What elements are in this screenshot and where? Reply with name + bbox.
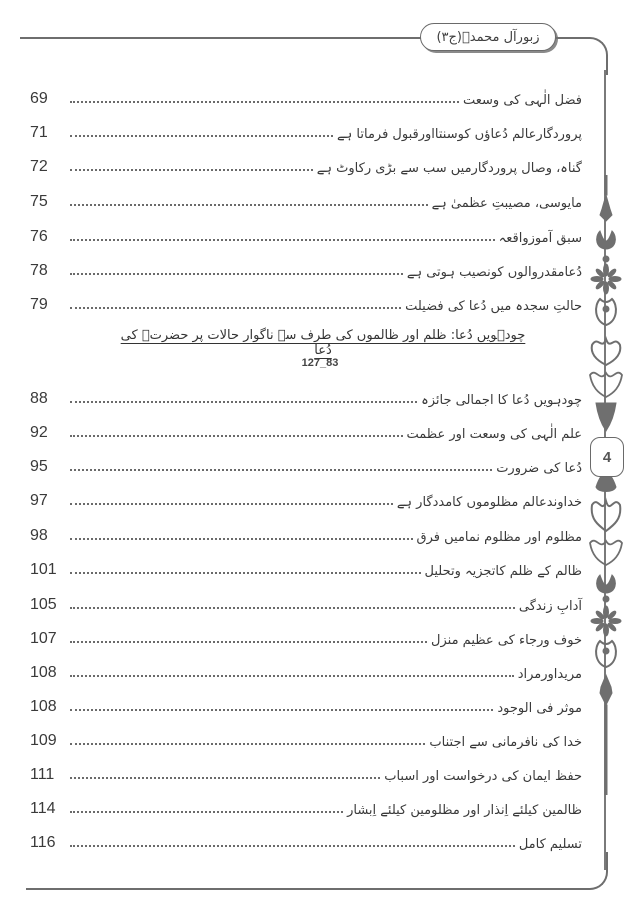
toc-title: حالتِ سجدہ میں دُعا کی فضیلت xyxy=(405,299,582,314)
toc-page-number: 109 xyxy=(30,732,57,749)
dot-leader xyxy=(70,641,427,643)
toc-entry[interactable] xyxy=(30,292,582,314)
toc-page-number: 75 xyxy=(30,193,48,210)
dot-leader xyxy=(70,709,493,711)
toc-entry[interactable] xyxy=(30,120,582,142)
toc-entry[interactable] xyxy=(30,189,582,211)
dot-leader xyxy=(70,811,343,813)
toc-page-number: 108 xyxy=(30,698,57,715)
toc-page-number: 101 xyxy=(30,561,57,578)
dot-leader xyxy=(70,607,515,609)
toc-page-number: 108 xyxy=(30,664,57,681)
dot-leader xyxy=(70,675,514,677)
dot-leader xyxy=(70,777,380,779)
toc-title: حفظ ایمان کی درخواست اور اسباب xyxy=(384,769,582,784)
toc-title: مایوسی، مصیبتِ عظمیٰ ہے xyxy=(431,196,582,211)
dot-leader xyxy=(70,469,492,471)
toc-title: مریداورمراد xyxy=(517,667,582,682)
toc-entry[interactable] xyxy=(30,86,582,108)
toc-title: موثر فی الوجود xyxy=(497,701,582,716)
toc-title: خوف ورجاء کی عظیم منزل xyxy=(431,633,582,648)
header-rule xyxy=(20,37,422,39)
toc-entry[interactable] xyxy=(30,523,582,545)
toc-entry[interactable] xyxy=(30,694,582,716)
dot-leader xyxy=(70,273,403,275)
dot-leader xyxy=(70,845,515,847)
toc-entry[interactable] xyxy=(30,660,582,682)
page-number-badge xyxy=(590,437,624,477)
dot-leader xyxy=(70,307,401,309)
section-page-range: 127_83 xyxy=(301,357,339,369)
toc-page-number: 92 xyxy=(30,424,48,441)
toc-entry[interactable] xyxy=(30,830,582,852)
toc-entry[interactable] xyxy=(30,258,582,280)
toc-title: پروردگارعالم دُعاؤں کوسنتااورقبول فرماتا ہے xyxy=(337,127,582,142)
dot-leader xyxy=(70,135,333,137)
toc-title: گناہ، وصال پروردگارمیں سب سے بڑی رکاوٹ ہے xyxy=(316,161,582,176)
dot-leader xyxy=(70,401,417,403)
toc-entry[interactable] xyxy=(30,626,582,648)
frame-corner-top xyxy=(570,37,608,75)
toc-entry[interactable] xyxy=(30,592,582,614)
toc-page-number: 97 xyxy=(30,492,48,509)
frame-corner-bottom xyxy=(570,852,608,890)
dot-leader xyxy=(70,572,421,574)
toc-page-number: 95 xyxy=(30,458,48,475)
toc-page-number: 76 xyxy=(30,228,48,245)
toc-entry[interactable] xyxy=(30,557,582,579)
toc-title: مظلوم اور مظلوم نمامیں فرق xyxy=(416,530,582,545)
toc-page-number: 71 xyxy=(30,124,48,141)
toc-entry[interactable] xyxy=(30,488,582,510)
dot-leader xyxy=(70,204,428,206)
toc-title: خداوندعالم مظلوموں کامددگار ہے xyxy=(396,495,582,510)
toc-entry[interactable] xyxy=(30,762,582,784)
dot-leader xyxy=(70,239,495,241)
toc-page-number: 69 xyxy=(30,90,48,107)
toc-entry[interactable] xyxy=(30,386,582,408)
dot-leader xyxy=(70,101,459,103)
toc-page-number: 98 xyxy=(30,527,48,544)
toc-page-number: 107 xyxy=(30,630,57,647)
toc-page-number: 72 xyxy=(30,158,48,175)
section-heading: چودہویں دُعا: ظلم اور ظالموں کی طرف سے ناگوار حالات پر حضرتؑ کی دُعا xyxy=(120,328,526,358)
toc-entry[interactable] xyxy=(30,454,582,476)
toc-page-number: 78 xyxy=(30,262,48,279)
toc-title: علم الٰہی کی وسعت اور عظمت xyxy=(406,427,582,442)
toc-title: دُعامقدروالوں کونصیب ہوتی ہے xyxy=(406,265,582,280)
toc-title: ظالمین کیلئے اِنذار اور مظلومین کیلئے اِبشار xyxy=(347,803,582,818)
toc-title: آدابِ زندگی xyxy=(518,599,582,614)
dot-leader xyxy=(70,538,413,540)
dot-leader xyxy=(70,503,393,505)
toc-title: تسلیم کامل xyxy=(518,837,582,852)
toc-entry[interactable] xyxy=(30,728,582,750)
toc-page-number: 111 xyxy=(30,766,55,783)
toc-title: دُعا کی ضرورت xyxy=(496,461,582,476)
page-number: 4 xyxy=(602,448,612,466)
dot-leader xyxy=(70,743,425,745)
toc-entry[interactable] xyxy=(30,224,582,246)
footer-rule xyxy=(26,888,574,890)
floral-vertical-ornament-icon xyxy=(588,175,624,795)
toc-entry[interactable] xyxy=(30,420,582,442)
toc-page-number: 105 xyxy=(30,596,57,613)
running-title xyxy=(420,23,556,51)
toc-title: چودہویں دُعا کا اجمالی جائزہ xyxy=(421,393,582,408)
toc-page-number: 114 xyxy=(30,800,56,817)
toc-entry[interactable] xyxy=(30,796,582,818)
toc-title: فضل الٰہی کی وسعت xyxy=(463,93,582,108)
toc-page-number: 88 xyxy=(30,390,48,407)
toc-title: سبق آموزواقعہ xyxy=(498,231,582,246)
toc-title: ظالم کے ظلم کاتجزیہ وتحلیل xyxy=(424,564,582,579)
toc-page-number: 116 xyxy=(30,834,56,851)
dot-leader xyxy=(70,169,313,171)
toc-page-number: 79 xyxy=(30,296,48,313)
toc-entry[interactable] xyxy=(30,154,582,176)
toc-title: خدا کی نافرمانی سے اجتناب xyxy=(429,735,582,750)
running-title-text: زبورآل محمدؐ(ج۳) xyxy=(436,29,540,45)
dot-leader xyxy=(70,435,403,437)
